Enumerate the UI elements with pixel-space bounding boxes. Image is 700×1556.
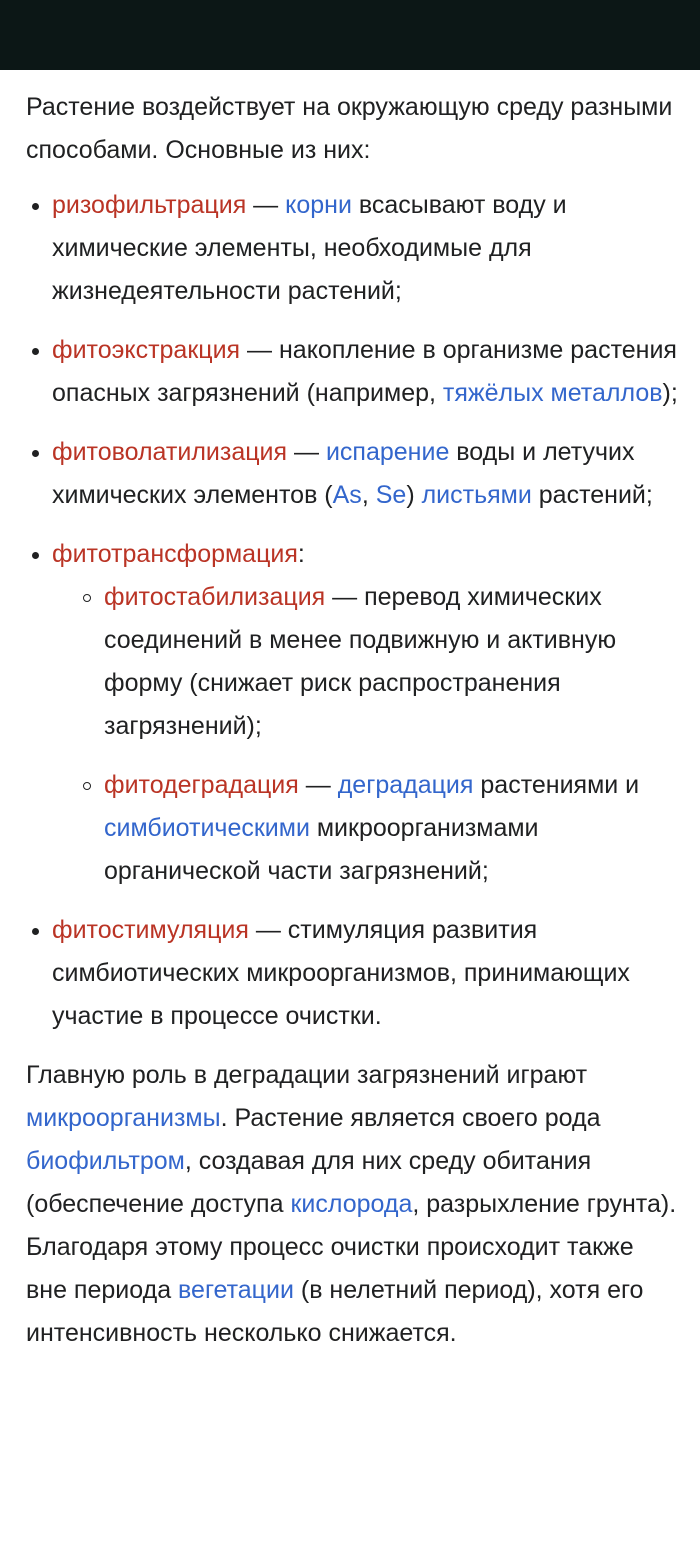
list-item-phytoextraction: фитоэкстракция — накопление в организме растения опасных загрязнений (например, тяжёлых металлов); [26, 329, 678, 415]
phytotransformation-sublist [52, 576, 678, 893]
link-phytotransformation[interactable]: фитотрансформация [52, 540, 298, 568]
sublist-item-phytostabilization: фитостабилизация — перевод химических соединений в менее подвижную и активную форму (снижает риск распространения загрязнений); [52, 576, 678, 748]
link-phytodegradation[interactable]: фитодеградация [104, 771, 299, 799]
article-content [0, 70, 700, 1355]
link-rhizofiltration[interactable]: ризофильтрация [52, 191, 247, 219]
outro-paragraph: Главную роль в деградации загрязнений играют микроорганизмы. Растение является своего рода биофильтром, создавая для них среду обитания (обеспечение доступа кислорода, разрыхление грунта). Благодаря этому процесс очистки происходит также вне периода вегетации (в нелетний период), хотя его интенсивность несколько снижается. [26, 1061, 677, 1347]
link-heavy-metals[interactable]: тяжёлых металлов [442, 379, 663, 407]
list-item-phytovolatilization: фитоволатилизация — испарение воды и летучих химических элементов (As, Se) листьями растений; [26, 431, 678, 517]
list-item-phytostimulation: фитостимуляция — стимуляция развития симбиотических микроорганизмов, принимающих участие в процессе очистки. [26, 909, 678, 1038]
list-item-rhizofiltration: ризофильтрация — корни всасывают воду и химические элементы, необходимые для жизнедеятельности растений; [26, 184, 678, 313]
link-degradation[interactable]: деградация [337, 771, 474, 799]
link-oxygen[interactable]: кислорода [290, 1190, 413, 1218]
link-symbiotic[interactable]: симбиотическими [104, 814, 310, 842]
link-arsenic[interactable]: As [332, 481, 362, 509]
link-vegetation[interactable]: вегетации [178, 1276, 294, 1304]
link-phytostimulation[interactable]: фитостимуляция [52, 916, 249, 944]
methods-list [26, 184, 678, 1038]
link-evaporation[interactable]: испарение [325, 438, 450, 466]
link-biofilter[interactable]: биофильтром [26, 1147, 185, 1175]
list-item-phytotransformation: фитотрансформация: фитостабилизация — перевод химических соединений в менее подвижную и активную форму (снижает риск распространения загрязнений); фитодеградация — деградация растениями и симбиотическими микроорганизмами органической части загрязнений; [26, 533, 678, 893]
link-leaves[interactable]: листьями [421, 481, 532, 509]
link-phytostabilization[interactable]: фитостабилизация [104, 583, 326, 611]
sublist-item-phytodegradation: фитодеградация — деградация растениями и симбиотическими микроорганизмами органической части загрязнений; [52, 764, 678, 893]
link-selenium[interactable]: Se [375, 481, 407, 509]
link-phytoextraction[interactable]: фитоэкстракция [52, 336, 241, 364]
link-phytovolatilization[interactable]: фитоволатилизация [52, 438, 288, 466]
link-microorganisms[interactable]: микроорганизмы [26, 1104, 221, 1132]
top-bar [0, 0, 700, 70]
intro-paragraph: Растение воздействует на окружающую среду разными способами. Основные из них: [26, 93, 673, 164]
link-roots[interactable]: корни [285, 191, 352, 219]
